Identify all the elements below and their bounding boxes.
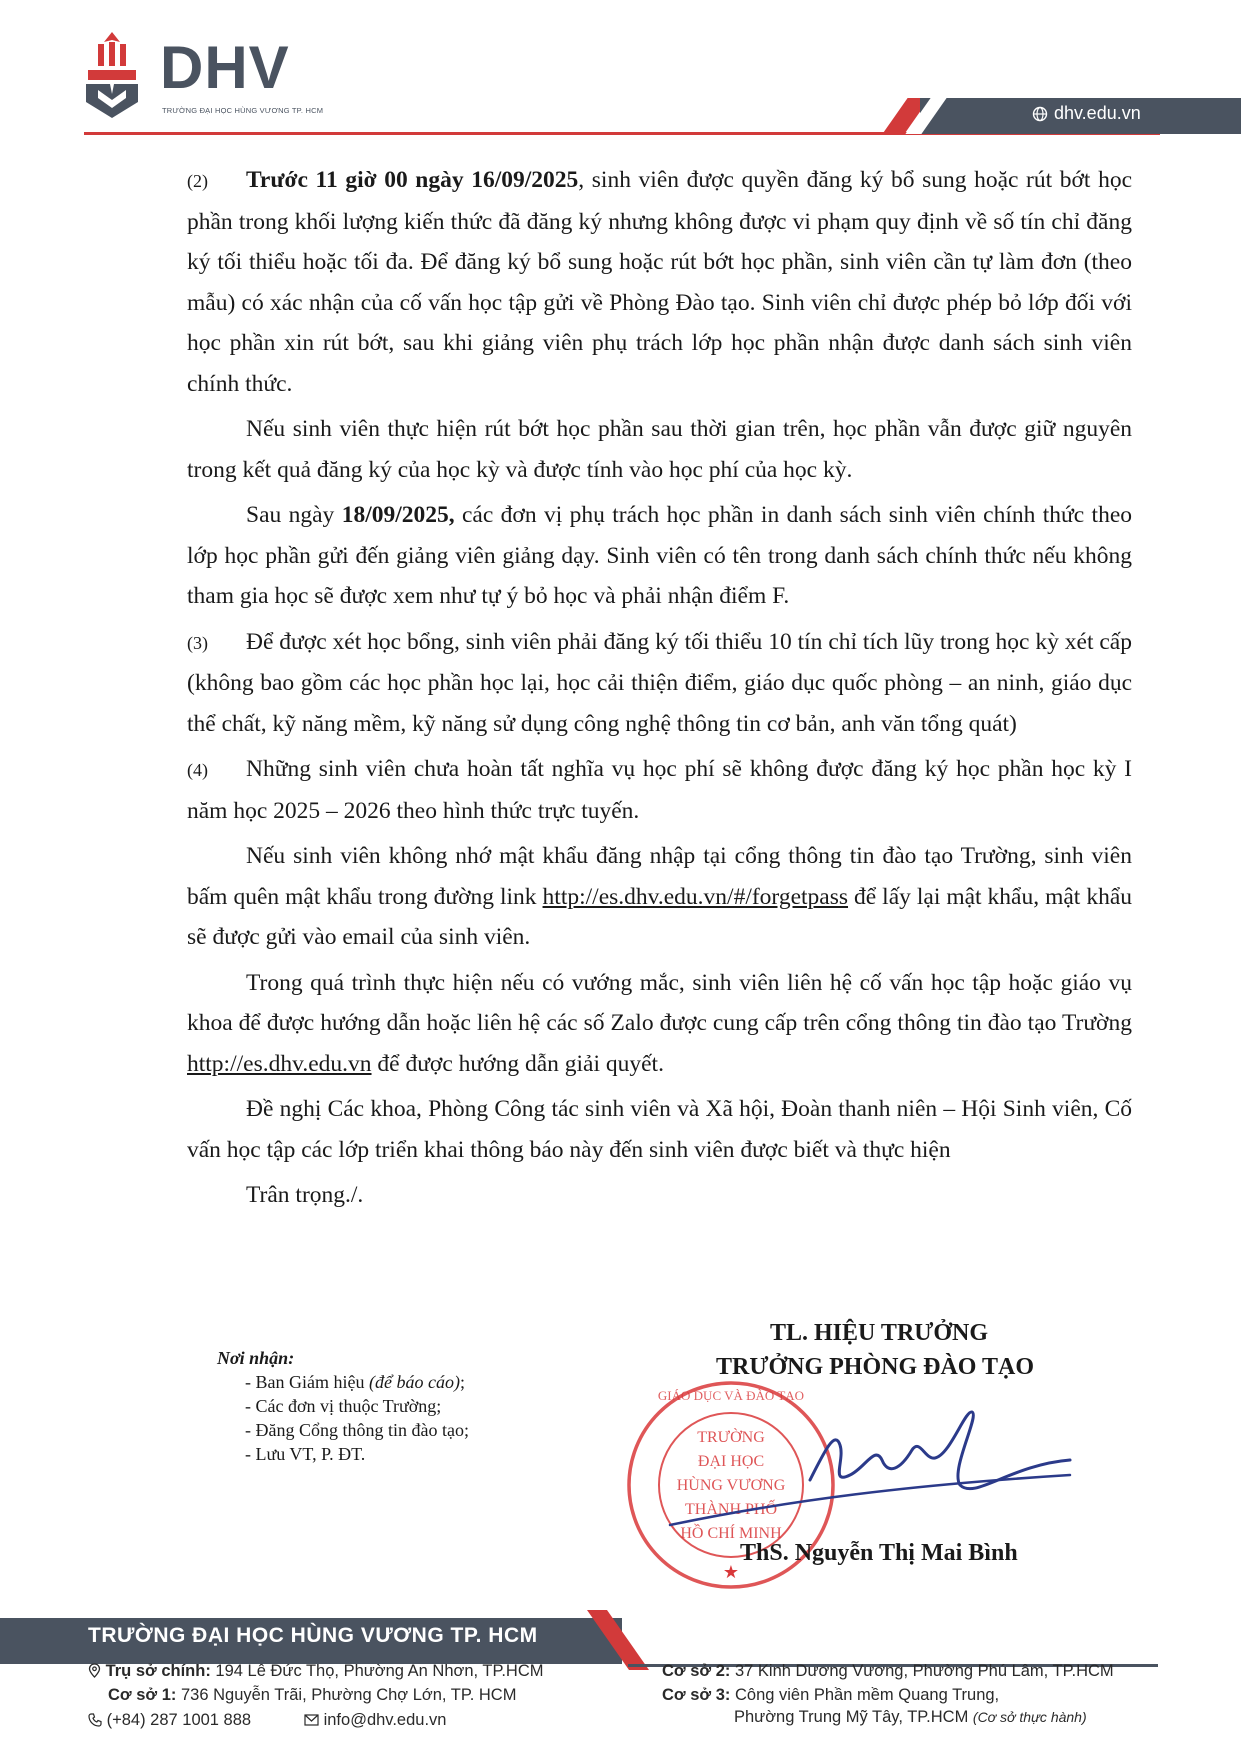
footer-campus-1 xyxy=(108,1686,516,1705)
footer-label: Trụ sở chính: xyxy=(105,1662,211,1680)
paragraph-3 xyxy=(187,622,1132,745)
footer-address: 736 Nguyễn Trãi, Phường Chợ Lớn, TP. HCM xyxy=(176,1686,517,1704)
stamp-ring-text: GIÁO DỤC VÀ ĐÀO TẠO xyxy=(657,1388,805,1403)
email-address[interactable]: info@dhv.edu.vn xyxy=(323,1711,447,1729)
footer-phone xyxy=(88,1711,251,1730)
phone-number: (+84) 287 1001 888 xyxy=(106,1711,252,1729)
signature-title-1: TL. HIỆU TRƯỞNG xyxy=(770,1320,989,1346)
recipients-block xyxy=(217,1346,469,1466)
signature-title-2: TRƯỞNG PHÒNG ĐÀO TẠO xyxy=(716,1354,1035,1380)
item-number: (2) xyxy=(187,171,208,191)
stamp-line: HỒ CHÍ MINH xyxy=(680,1525,782,1542)
footer-campus-3-line2 xyxy=(734,1708,1087,1727)
paragraph-4 xyxy=(187,749,1132,831)
paragraph-text: các đơn vị phụ trách học phần in danh sách sinh viên chính thức theo lớp học phần gửi đến giảng viên giảng dạy. Sinh viên có tên trong danh sách chính thức nếu không tham gia học sẽ được xem như tự ý bỏ học và phải nhận điểm F. xyxy=(187,502,1132,609)
footer-note: (Cơ sở thực hành) xyxy=(972,1709,1087,1725)
recipient-item: - Lưu VT, P. ĐT. xyxy=(245,1444,366,1464)
signer-name: ThS. Nguyễn Thị Mai Bình xyxy=(740,1540,1018,1566)
footer-campus-2 xyxy=(662,1662,1114,1681)
deadline-bold: Trước 11 giờ 00 ngày 16/09/2025 xyxy=(246,167,579,193)
footer-campus-3 xyxy=(662,1686,999,1705)
recipient-end: ; xyxy=(459,1372,465,1392)
forgetpass-link[interactable]: http://es.dhv.edu.vn/#/forgetpass xyxy=(542,883,849,910)
footer-label: Cơ sở 2: xyxy=(662,1662,731,1680)
location-pin-icon xyxy=(88,1663,101,1678)
svg-text:★: ★ xyxy=(722,1562,740,1582)
item-number: (4) xyxy=(187,760,208,780)
stamp-line: HÙNG VƯƠNG xyxy=(676,1477,786,1494)
item-number: (3) xyxy=(187,632,208,653)
footer-email xyxy=(304,1711,446,1730)
recipients-title: Nơi nhận: xyxy=(217,1348,295,1368)
paragraph-text: , sinh viên được quyền đăng ký bổ sung hoặc rút bớt học phần trong khối lượng kiến thức đã đăng ký nhưng không được vi phạm quy định về số tín chỉ đăng ký tối thiểu hoặc tối đa. Để đăng ký bổ sung hoặc rút bớt học phần, sinh viên cần tự làm đơn (theo mẫu) có xác nhận của cố vấn học tập gửi về Phòng Đào tạo. Sinh viên chỉ được phép bỏ lớp đối với học phần xin rút bớt, sau khi giảng viên phụ trách lớp học phần nhận được danh sách sinh viên chính thức. xyxy=(187,167,1132,397)
closing: Trân trọng./. xyxy=(246,1182,364,1208)
website-link[interactable] xyxy=(1032,103,1141,124)
document-body xyxy=(187,160,1132,1221)
footer-address: Phường Trung Mỹ Tây, TP.HCM xyxy=(734,1708,973,1726)
paragraph-text: để được hướng dẫn giải quyết. xyxy=(371,1050,664,1077)
footer-address: Công viên Phần mềm Quang Trung, xyxy=(730,1686,1000,1704)
recipient-note: (để báo cáo) xyxy=(368,1372,460,1392)
stamp-line: THÀNH PHỐ xyxy=(685,1501,777,1518)
paragraph-text: Sau ngày xyxy=(246,502,342,528)
paragraph-request: Đề nghị Các khoa, Phòng Công tác sinh viên và Xã hội, Đoàn thanh niên – Hội Sinh viên, Cố vấn học tập các lớp triển khai thông báo này đến sinh viên được biết và thực hiện xyxy=(187,1096,1132,1163)
logo-subtitle: TRƯỜNG ĐẠI HỌC HÙNG VƯƠNG TP. HCM xyxy=(162,106,324,115)
paragraph-text: Trong quá trình thực hiện nếu có vướng mắc, sinh viên liên hệ cố vấn học tập hoặc giáo vụ khoa để được hướng dẫn hoặc liên hệ các số Zalo được cung cấp trên cổng thông tin đào tạo Trường xyxy=(187,969,1132,1036)
recipient-item: - Các đơn vị thuộc Trường; xyxy=(245,1396,442,1416)
recipient-text: - Ban Giám hiệu xyxy=(245,1372,369,1392)
website-text: dhv.edu.vn xyxy=(1054,103,1141,123)
phone-icon xyxy=(88,1713,102,1727)
paragraph-password xyxy=(187,836,1132,958)
paragraph-text: Những sinh viên chưa hoàn tất nghĩa vụ học phí sẽ không được đăng ký học phần học kỳ I năm học 2025 – 2026 theo hình thức trực tuyến. xyxy=(187,756,1132,824)
footer-main-address xyxy=(88,1662,544,1681)
paragraph-withdraw: Nếu sinh viên thực hiện rút bớt học phần sau thời gian trên, học phần vẫn được giữ nguyên trong kết quả đăng ký của học kỳ và được tính vào học phí của học kỳ. xyxy=(187,416,1132,483)
portal-link[interactable]: http://es.dhv.edu.vn xyxy=(187,1050,372,1077)
footer-address: 194 Lê Đức Thọ, Phường An Nhơn, TP.HCM xyxy=(210,1662,544,1680)
footer-label: Cơ sở 1: xyxy=(108,1686,177,1704)
paragraph-after xyxy=(187,495,1132,617)
paragraph-text: Nếu sinh viên không nhớ mật khẩu đăng nhập tại cổng thông tin đào tạo Trường, sinh viên bấm quên mật khẩu trong đường link xyxy=(187,843,1132,910)
footer-title: TRƯỜNG ĐẠI HỌC HÙNG VƯƠNG TP. HCM xyxy=(88,1624,538,1647)
paragraph-text: Để được xét học bổng, sinh viên phải đăng ký tối thiểu 10 tín chỉ tích lũy trong học kỳ xét cấp (không bao gồm các học phần học lại, học cải thiện điểm, giáo dục quốc phòng – an ninh, giáo dục thể chất, kỹ năng mềm, kỹ năng sử dụng công nghệ thông tin cơ bản, anh văn tổng quát) xyxy=(187,628,1132,737)
paragraph-contact xyxy=(187,963,1132,1085)
stamp-line: TRƯỜNG xyxy=(697,1429,765,1446)
recipient-item xyxy=(217,1370,469,1394)
stamp-line: ĐẠI HỌC xyxy=(697,1453,765,1470)
logo-wordmark: DHV xyxy=(160,34,290,101)
handwritten-signature xyxy=(650,1390,1090,1540)
recipient-item: - Đăng Cổng thông tin đào tạo; xyxy=(245,1420,469,1440)
date-bold: 18/09/2025, xyxy=(341,502,455,528)
paragraph-2 xyxy=(187,160,1132,404)
footer-label: Cơ sở 3: xyxy=(662,1686,731,1704)
globe-icon xyxy=(1032,106,1048,122)
footer-address: 37 Kinh Dương Vương, Phường Phú Lâm, TP.HCM xyxy=(730,1662,1114,1680)
mail-icon xyxy=(304,1714,319,1726)
paragraph-text: để lấy lại mật khẩu, mật khẩu sẽ được gửi vào email của sinh viên. xyxy=(187,883,1133,950)
dhv-logo-icon xyxy=(84,32,140,120)
